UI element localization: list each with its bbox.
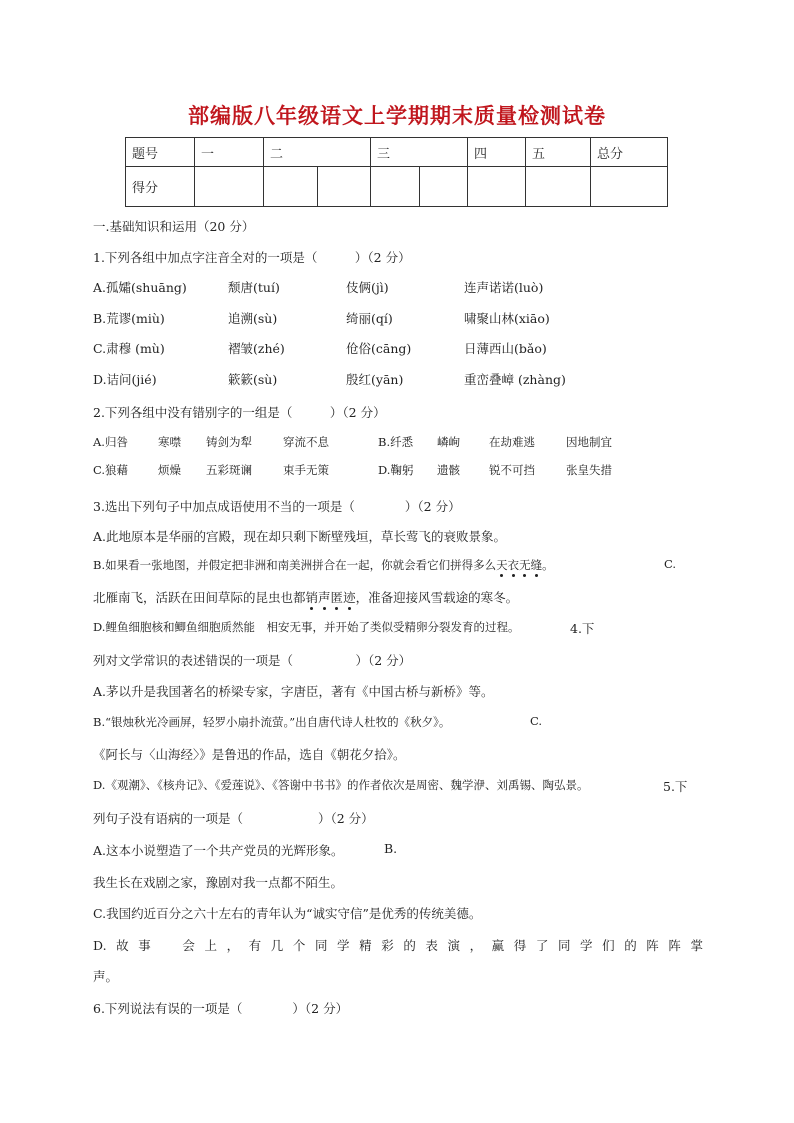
q2-option: 锐不可挡 [489,463,535,477]
score-header-cell: 一 [195,138,264,167]
score-table [125,137,668,207]
emphasis-char: 缝 [530,558,543,572]
score-header-cell: 三 [371,138,468,167]
q4-number: 4.下 [570,621,595,636]
q3-option-a: A.此地原本是华丽的宫殿，现在却只剩下断壁残垣，草长莺飞的衰败景象。 [93,529,507,544]
emphasis-char: 销 [305,590,319,605]
q1-option: 伎俩(jì) [346,280,389,295]
q4-option-c-label: C. [530,714,543,728]
q1-option: 重峦叠嶂 (zhàng) [464,372,566,387]
q1-option: 追溯(sù) [228,311,278,326]
q2-option: 寒噤 [158,435,181,449]
q3-option-b-end: 。 [542,558,554,572]
q5-option-d: D.故事 会上，有几个同学精彩的表演，赢得了同学们的阵阵掌 [93,938,703,953]
q3-option-c [93,588,518,606]
score-input-cell[interactable] [420,167,468,207]
q1-option: D.诘问(jié) [93,372,157,387]
q2-option: 铸剑为犁 [206,435,252,449]
q2-option: 因地制宜 [566,435,612,449]
q2-option: 遗骸 [437,463,460,477]
q1-option: 褶皱(zhé) [228,341,285,356]
emphasis-char: 衣 [507,558,520,572]
section-heading: 一.基础知识和运用（20 分） [93,219,255,234]
score-table-score-row [126,167,668,207]
emphasis-char: 声 [318,590,331,605]
q5-option-b-label: B. [384,841,398,856]
q5-number: 5.下 [663,779,688,794]
q1-option: 绮丽(qí) [346,311,393,326]
q2-option: A.归咎 [93,435,128,449]
q3-option-c-end: ，准备迎接风雪载途的寒冬。 [355,590,519,605]
page-title: 部编版八年级语文上学期期末质量检测试卷 [188,104,606,128]
score-input-cell[interactable] [371,167,420,207]
q2-option: C.狼藉 [93,463,129,477]
q2-option: B.纤悉 [378,435,414,449]
score-header-cell: 五 [526,138,591,167]
q2-option: 嶙峋 [437,435,460,449]
q5-option-a: A.这本小说塑造了一个共产党员的光辉形象。 [93,843,344,858]
score-header-cell: 二 [264,138,371,167]
emphasis-char: 匿 [330,590,344,605]
q2-option: 在劫难逃 [489,435,535,449]
score-label-cell: 得分 [126,167,195,207]
q1-option: C.肃穆 (mù) [93,341,165,356]
score-header-cell: 题号 [126,138,195,167]
q2-option: D.鞠躬 [378,463,414,477]
q3-option-d: D.鲤鱼细胞核和鲫鱼细胞质然能 相安无事，并开始了类似受精卵分裂发育的过程。 [93,620,520,634]
emphasis-char: 无 [519,558,531,572]
q3-stem: 3.选出下列句子中加点成语使用不当的一项是（ ）（2 分） [93,499,461,514]
score-table-header-row [126,138,668,167]
score-input-cell[interactable] [264,167,318,207]
q2-option: 穿流不息 [283,435,329,449]
q3-option-c-text: 北雁南飞，活跃在田间草际的昆虫也都 [93,590,306,605]
q4-option-c: 《阿长与〈山海经〉》是鲁迅的作品，选自《朝花夕拾》。 [93,747,406,762]
q1-option: A.孤孀(shuāng) [93,280,187,295]
q5-stem: 列句子没有语病的一项是（ ）（2 分） [93,811,374,826]
emphasis-char: 天 [496,558,508,572]
q3-option-c-label: C. [664,557,677,571]
q1-option: B.荒谬(miù) [93,311,165,326]
emphasis-char: 迹 [343,590,356,605]
q2-option: 烦燥 [158,463,181,477]
q4-stem: 列对文学常识的表述错误的一项是（ ）（2 分） [93,653,412,668]
q1-option: 啸聚山林(xiāo) [464,311,550,326]
score-input-cell[interactable] [591,167,668,207]
score-input-cell[interactable] [318,167,371,207]
q2-option: 张皇失措 [566,463,612,477]
q4-option-b: B.“银烛秋光冷画屏，轻罗小扇扑流萤。”出自唐代诗人杜牧的《秋夕》。 [93,715,451,729]
q2-option: 束手无策 [283,463,329,477]
score-header-cell: 四 [468,138,526,167]
q5-option-d-cont: 声。 [93,969,119,984]
q4-option-a: A.茅以升是我国著名的桥梁专家，字唐臣，著有《中国古桥与新桥》等。 [93,684,494,699]
score-input-cell[interactable] [468,167,526,207]
q5-option-c: C.我国约近百分之六十左右的青年认为“诚实守信”是优秀的传统美德。 [93,906,482,921]
score-input-cell[interactable] [195,167,264,207]
q1-option: 殷红(yān) [346,372,404,387]
q6-stem: 6.下列说法有误的一项是（ ）（2 分） [93,1001,349,1016]
q1-option: 日薄西山(bǎo) [464,341,547,356]
q1-stem: 1.下列各组中加点字注音全对的一项是（ ）（2 分） [93,250,411,265]
q2-stem: 2.下列各组中没有错别字的一组是（ ）（2 分） [93,405,386,420]
score-input-cell[interactable] [526,167,591,207]
score-header-cell: 总分 [591,138,668,167]
q4-option-d: D.《观潮》、《核舟记》、《爱莲说》、《答谢中书书》的作者依次是周密、魏学洢、刘禹锡、陶弘景。 [93,778,589,792]
q1-option: 伧俗(cāng) [346,341,412,356]
q2-option: 五彩斑谰 [206,463,252,477]
q1-option: 颓唐(tuí) [228,280,280,295]
q3-option-b [93,557,554,573]
q5-option-b: 我生长在戏剧之家，豫剧对我一点都不陌生。 [93,875,344,890]
q3-option-b-text: B.如果看一张地图，并假定把非洲和南美洲拼合在一起，你就会看它们拼得多么 [93,558,497,572]
q1-option: 连声诺诺(luò) [464,280,544,295]
q1-option: 簌簌(sù) [228,372,278,387]
